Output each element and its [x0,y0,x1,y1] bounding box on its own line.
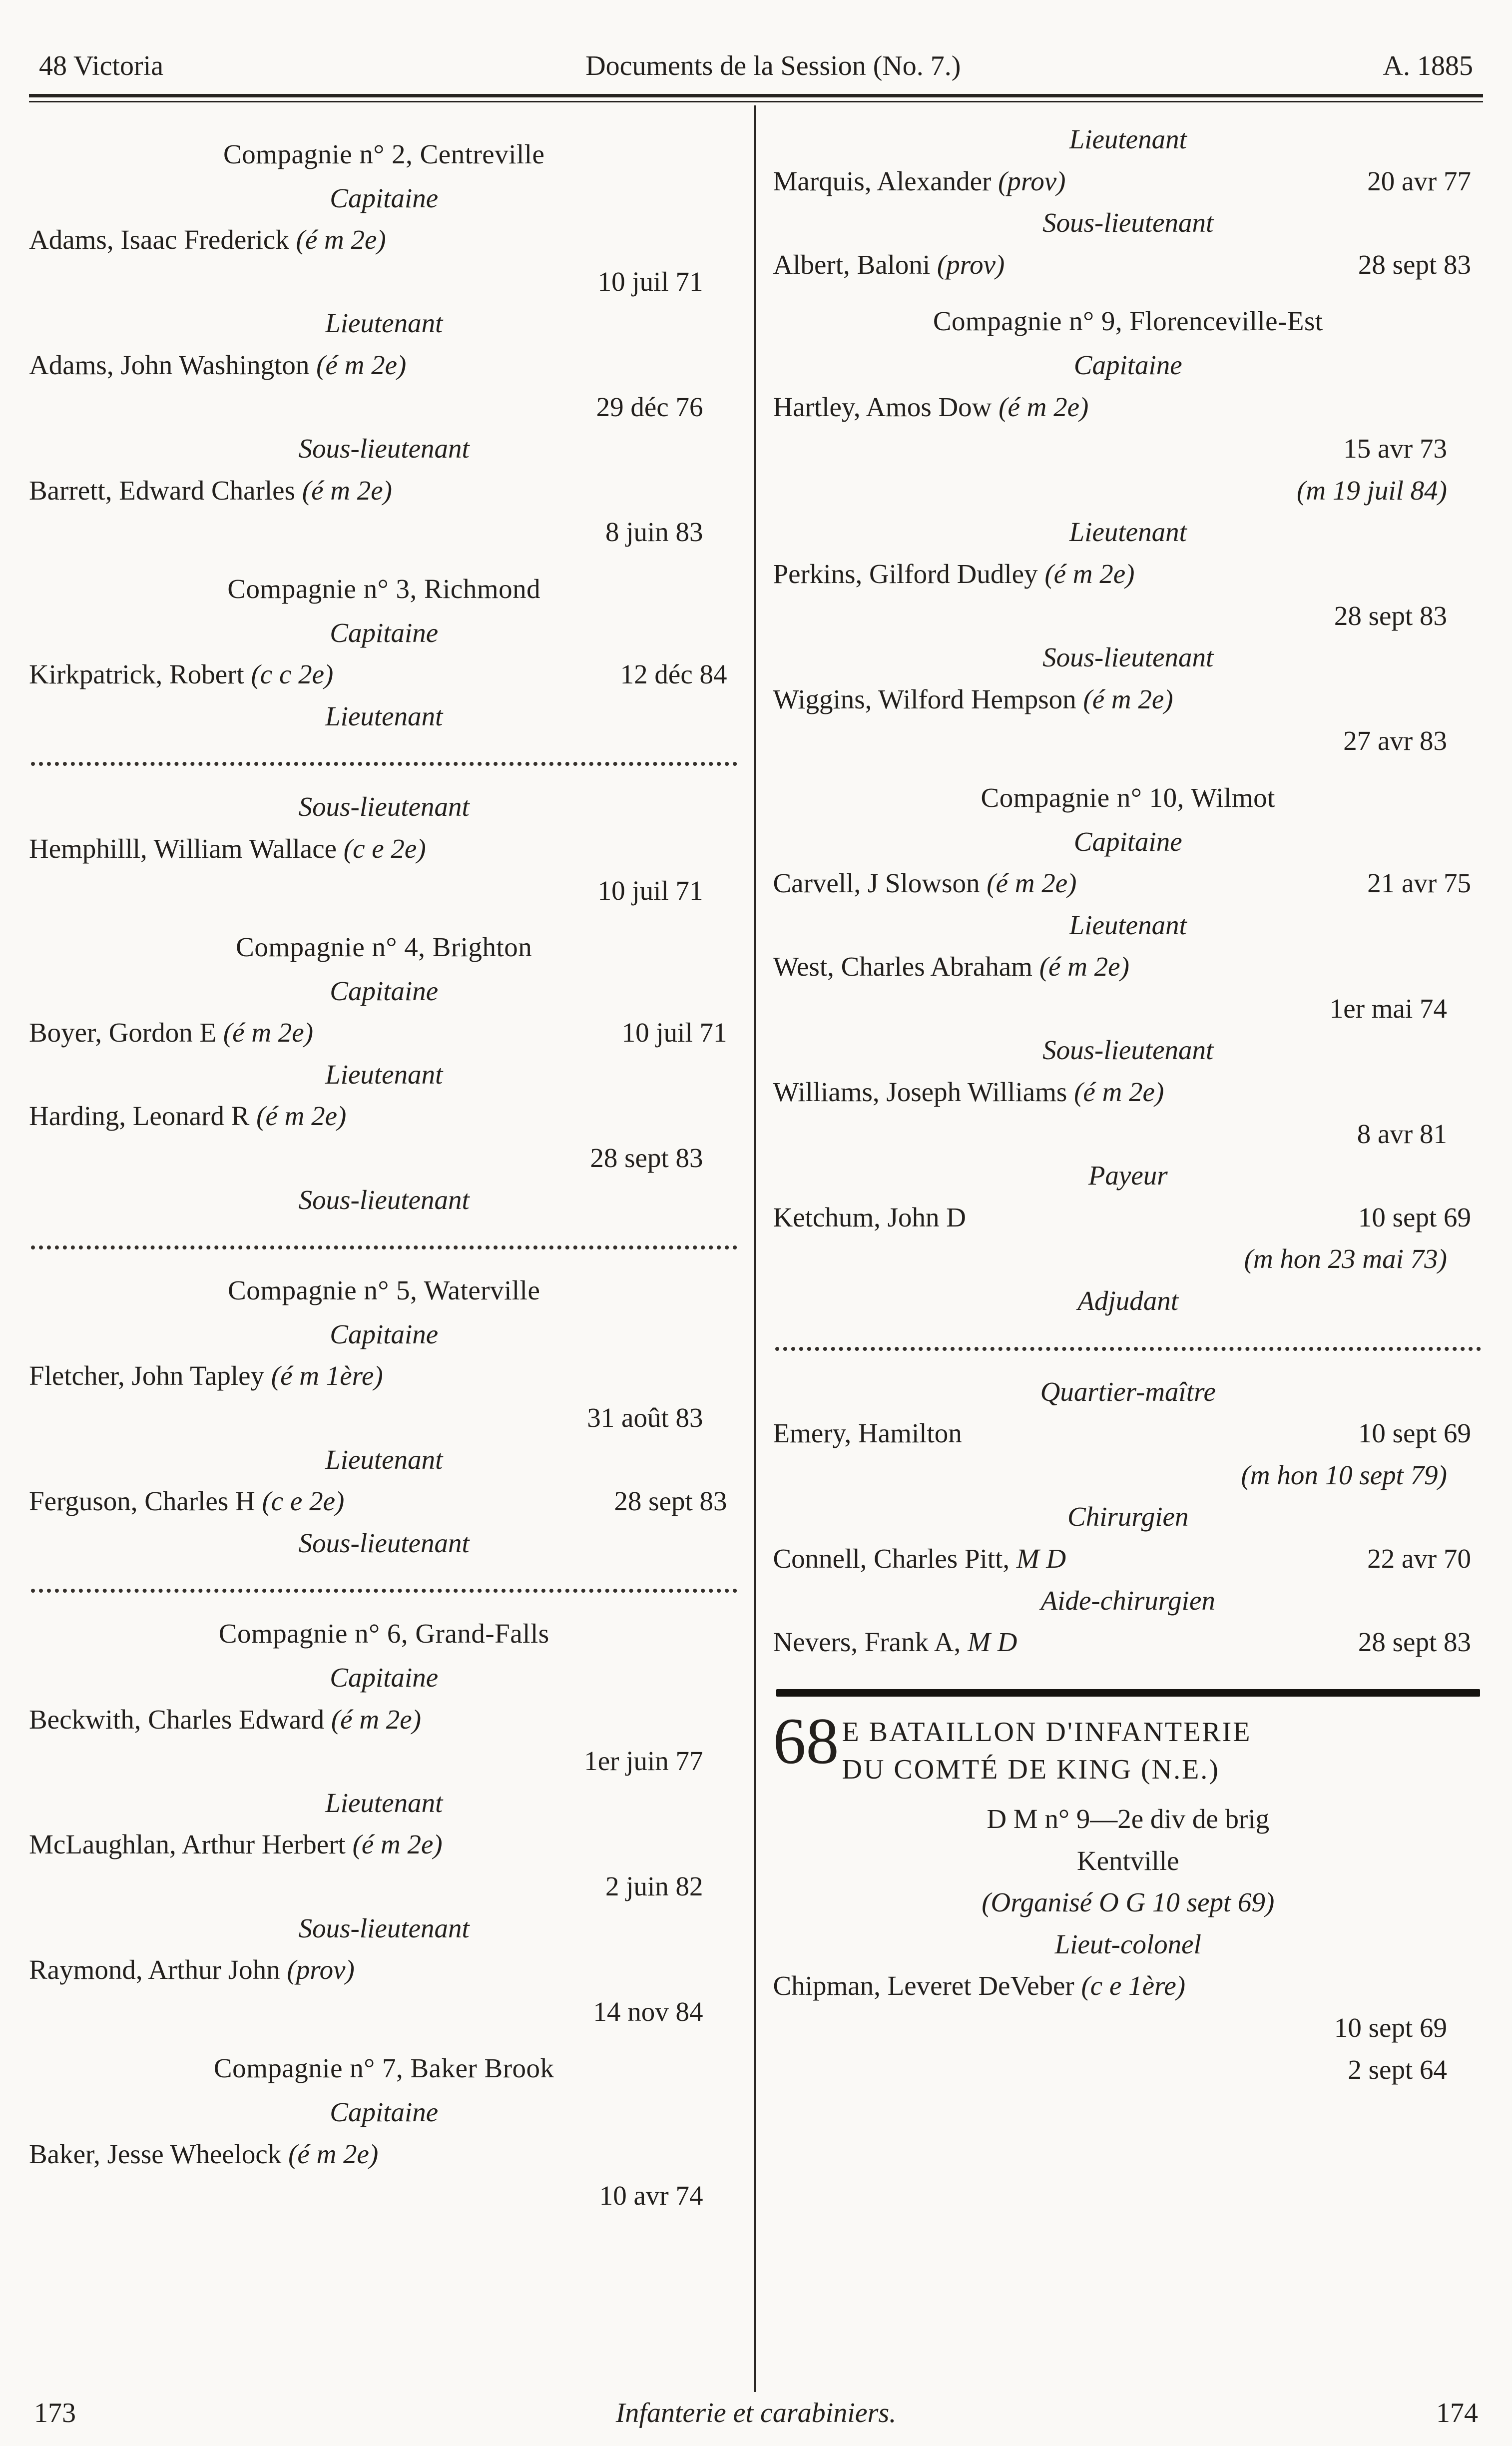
officer-entry [29,344,739,386]
battalion-detail: D M n° 9—2e div de brig [987,1803,1270,1834]
officer-name: Wiggins, Wilford Hempson (é m 2e) [773,683,1173,714]
rank-label: Chirurgien [1067,1501,1189,1532]
officer-entry [773,386,1484,428]
commission-date: 12 déc 84 [620,659,727,690]
officer-name: McLaughlan, Arthur Herbert (é m 2e) [29,1829,443,1860]
officer-entry [773,1197,1484,1238]
commission-date-note: (m hon 10 sept 79) [1241,1459,1447,1490]
footer-caption: Infanterie et carabiniers. [615,2398,897,2429]
officer-name: Kirkpatrick, Robert (c c 2e) [29,659,334,690]
officer-name: Beckwith, Charles Edward (é m 2e) [29,1704,422,1735]
battalion-heading [773,1704,1484,1789]
officer-name: Ferguson, Charles H (c e 2e) [29,1486,345,1517]
rank-label: Lieutenant [325,1059,443,1090]
company-heading: Compagnie n° 5, Waterville [228,1275,540,1306]
rank-label: Capitaine [330,1662,439,1693]
service-note: (é m 2e) [1067,1077,1164,1108]
rank-label: Lieutenant [325,700,443,731]
company-heading: Compagnie n° 3, Richmond [227,573,541,604]
header-volume: 48 Victoria [39,50,164,81]
blank-dotted-line [31,1223,737,1249]
officer-entry [773,946,1484,988]
section-divider [776,1689,1481,1697]
rank-label: Sous-lieutenant [298,433,470,464]
officer-entry [773,1538,1484,1580]
officer-name: Albert, Baloni (prov) [773,249,1005,280]
rank-label: Sous-lieutenant [1042,207,1214,238]
rank-label: Aide-chirurgien [1040,1585,1215,1616]
officer-name: Adams, Isaac Frederick (é m 2e) [29,224,386,255]
officer-entry [29,2133,739,2175]
company-heading: Compagnie n° 7, Baker Brook [213,2053,554,2084]
officer-entry [29,653,739,695]
rank-label: Sous-lieutenant [298,791,470,822]
rank-label: Capitaine [330,617,439,648]
commission-date: 31 août 83 [587,1402,703,1433]
commission-date: 1er juin 77 [584,1746,703,1777]
battalion-title-line1: E BATAILLON D'INFANTERIE [842,1716,1252,1748]
left-column [29,105,756,2392]
rank-label: Capitaine [1073,826,1182,857]
commission-date: 22 avr 70 [1367,1543,1471,1574]
officer-name: Ketchum, John D [773,1202,966,1232]
officer-entry [29,1824,739,1865]
officer-name: Perkins, Gilford Dudley (é m 2e) [773,558,1135,589]
service-note: (c e 2e) [255,1486,345,1517]
service-note: (é m 2e) [345,1829,443,1860]
rank-label: Lieutenant [325,308,443,339]
rank-label: Sous-lieutenant [1042,642,1214,673]
blank-dotted-line [31,740,737,766]
company-heading: Compagnie n° 10, Wilmot [981,782,1275,813]
officer-entry [773,1621,1484,1663]
officer-name: Connell, Charles Pitt, M D [773,1543,1066,1574]
service-note: (prov) [930,249,1005,280]
rank-label: Sous-lieutenant [298,1527,470,1558]
rank-label: Quartier-maître [1040,1376,1216,1407]
officer-name: Hemphilll, William Wallace (c e 2e) [29,833,426,864]
rank-label: Lieutenant [1069,124,1187,154]
service-note: (é m 1ère) [264,1360,383,1391]
officer-name: Williams, Joseph Williams (é m 2e) [773,1077,1164,1108]
officer-entry [773,160,1484,202]
company-heading: Compagnie n° 9, Florenceville-Est [933,306,1323,337]
rank-label: Adjudant [1077,1285,1179,1316]
service-note: (é m 2e) [324,1704,422,1735]
officer-name: Emery, Hamilton [773,1418,962,1449]
service-note: (é m 2e) [992,391,1089,422]
officer-entry [29,1949,739,1991]
rank-label: Lieutenant [1069,909,1187,940]
commission-date: 28 sept 83 [1334,600,1447,631]
commission-date: 15 avr 73 [1343,433,1447,464]
officer-entry [29,1012,739,1054]
commission-date: 2 juin 82 [605,1870,703,1901]
rank-label: Sous-lieutenant [298,1912,470,1943]
commission-date: 10 juil 71 [621,1017,727,1048]
rank-label: Lieutenant [325,1787,443,1818]
service-note: (é m 2e) [249,1101,347,1132]
officer-name: Baker, Jesse Wheelock (é m 2e) [29,2138,379,2169]
commission-date: 29 déc 76 [596,391,703,422]
commission-date: 28 sept 83 [1358,1627,1471,1658]
officer-name: Chipman, Leveret DeVeber (c e 1ère) [773,1970,1186,2001]
officer-name: Adams, John Washington (é m 2e) [29,349,407,380]
header-title: Documents de la Session (No. 7.) [585,50,961,81]
officer-entry [29,1355,739,1397]
commission-date: 10 juil 71 [597,266,703,297]
officer-name: Boyer, Gordon E (é m 2e) [29,1017,314,1048]
rank-label: Capitaine [330,1318,439,1349]
company-heading: Compagnie n° 4, Brighton [236,932,532,963]
blank-dotted-line [775,1325,1482,1351]
rank-label: Lieutenant [325,1444,443,1475]
two-column-body [29,105,1483,2392]
service-note: (é m 2e) [1076,683,1173,714]
officer-name: Nevers, Frank A, M D [773,1627,1017,1658]
commission-date: 8 juin 83 [605,517,703,548]
commission-date: 1er mai 74 [1329,993,1447,1024]
commission-date: 2 sept 64 [1348,2054,1447,2085]
service-note: (prov) [280,1954,355,1985]
battalion-detail: Kentville [1076,1845,1179,1876]
rank-label: Capitaine [1073,349,1182,380]
commission-date: 21 avr 75 [1367,868,1471,899]
service-note: (é m 2e) [980,868,1077,899]
rank-label: Payeur [1088,1160,1168,1191]
officer-name: Carvell, J Slowson (é m 2e) [773,868,1077,899]
officer-name: Fletcher, John Tapley (é m 1ère) [29,1360,383,1391]
rank-label: Sous-lieutenant [1042,1035,1214,1066]
officer-name: Harding, Leonard R (é m 2e) [29,1101,347,1132]
commission-date: 28 sept 83 [614,1486,727,1517]
officer-entry [773,553,1484,595]
header-year: A. 1885 [1383,50,1473,81]
service-note: (é m 2e) [295,475,392,506]
officer-entry [773,244,1484,286]
commission-date-note: (m hon 23 mai 73) [1244,1243,1447,1274]
commission-date: 27 avr 83 [1343,725,1447,756]
service-note: M D [961,1627,1017,1658]
officer-name: Raymond, Arthur John (prov) [29,1954,355,1985]
service-note: (é m 2e) [309,349,407,380]
service-note: (é m 2e) [281,2138,379,2169]
rank-label: Capitaine [330,182,439,213]
service-note: (c e 2e) [337,833,426,864]
rank-label: Capitaine [330,2096,439,2127]
service-note: (é m 2e) [1037,558,1135,589]
company-heading: Compagnie n° 6, Grand-Falls [218,1618,549,1649]
battalion-organized-note: (Organisé O G 10 sept 69) [982,1887,1275,1918]
officer-entry [773,1071,1484,1113]
commission-date: 10 avr 74 [599,2180,703,2211]
page-number-right: 174 [1436,2398,1478,2429]
officer-entry [29,470,739,512]
officer-entry [773,678,1484,720]
commission-date: 14 nov 84 [593,1996,703,2027]
page-header [29,35,1483,94]
officer-entry [773,1965,1484,2007]
officer-entry [29,1095,739,1137]
blank-dotted-line [31,1567,737,1593]
service-note: (é m 2e) [1032,951,1129,982]
commission-date: 10 sept 69 [1334,2012,1447,2043]
officer-entry [773,1412,1484,1454]
battalion-title [842,1711,1252,1789]
right-column [756,105,1484,2392]
commission-date-note: (m 19 juil 84) [1297,475,1447,506]
service-note: (é m 2e) [289,224,386,255]
service-note: (c e 1ère) [1074,1970,1186,2001]
service-note: (prov) [991,165,1066,196]
rank-label: Sous-lieutenant [298,1184,470,1215]
header-double-rule [29,94,1483,102]
commission-date: 20 avr 77 [1367,165,1471,196]
page-number-left: 173 [34,2398,76,2429]
rank-label: Lieutenant [1069,517,1187,548]
commission-date: 28 sept 83 [590,1143,703,1174]
commission-date: 8 avr 81 [1357,1118,1447,1149]
officer-entry [29,828,739,870]
officer-name: West, Charles Abraham (é m 2e) [773,951,1129,982]
commission-date: 28 sept 83 [1358,249,1471,280]
rank-label: Lieut-colonel [1054,1928,1201,1959]
officer-entry [773,862,1484,904]
commission-date: 10 sept 69 [1358,1418,1471,1449]
officer-name: Barrett, Edward Charles (é m 2e) [29,475,392,506]
commission-date: 10 sept 69 [1358,1202,1471,1232]
battalion-number: 68 [773,1704,839,1778]
battalion-title-line2: DU COMTÉ DE KING (N.E.) [842,1754,1220,1786]
officer-name: Hartley, Amos Dow (é m 2e) [773,391,1089,422]
service-note: (c c 2e) [244,659,334,690]
officer-entry [29,1480,739,1522]
officer-entry [29,1699,739,1741]
officer-name: Marquis, Alexander (prov) [773,165,1066,196]
commission-date: 10 juil 71 [597,875,703,906]
page-footer [29,2392,1483,2431]
service-note: M D [1009,1543,1066,1574]
rank-label: Capitaine [330,975,439,1006]
officer-entry [29,219,739,261]
service-note: (é m 2e) [216,1017,314,1048]
company-heading: Compagnie n° 2, Centreville [223,139,545,169]
